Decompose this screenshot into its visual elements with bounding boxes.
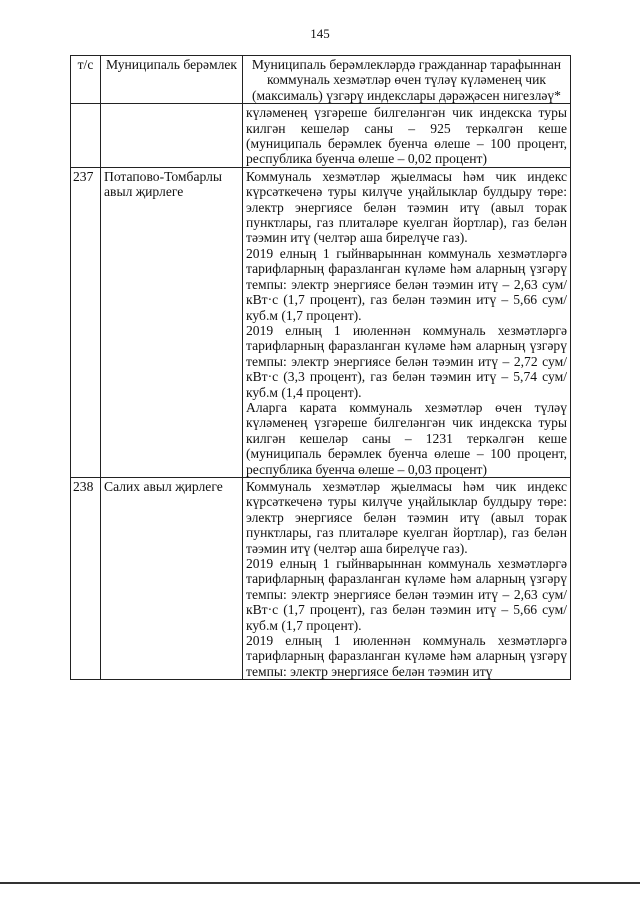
paragraph: күләменең үзгәреше билгеләнгән чик индекска туры килгән кешеләр саны – 925 теркәлгән кеше (муниципаль берәмлек буенча өлеше – 100 процент, республика буенча өлеше – 0,02 процент) [246, 105, 567, 167]
table-header-row [71, 56, 571, 104]
paragraph: 2019 елның 1 июленнән коммуналь хезмәтләргә тарифларның фаразланган күләме һәм аларның үзгәрү темпы: электр энергиясе белән тәэмин итү [246, 633, 567, 679]
table-row [71, 104, 571, 168]
row-number: 238 [71, 477, 101, 679]
row-description [243, 167, 571, 477]
header-municipality: Муниципаль берәмлек [101, 56, 243, 104]
page-number: 145 [310, 26, 330, 41]
row-number: 237 [71, 167, 101, 477]
table-row [71, 477, 571, 679]
row-number [71, 104, 101, 168]
row-description [243, 477, 571, 679]
paragraph: 2019 елның 1 гыйнварыннан коммуналь хезмәтләргә тарифларның фаразланган күләме һәм аларның үзгәрү темпы: электр энергиясе белән тәэмин итү – 2,63 сум/кВт·с (1,7 процент), газ белән тәэмин итү – 5,66 сум/куб.м (1,7 процент). [246, 556, 567, 633]
row-municipality: Салих авыл җирлеге [101, 477, 243, 679]
row-description [243, 104, 571, 168]
paragraph: Аларга карата коммуналь хезмәтләр өчен түләү күләменең үзгәреше билгеләнгән чик индекска туры килгән кешеләр саны – 1231 теркәлгән кеше (муниципаль берәмлек буенча өлеше – 100 процент, республика буенча өлеше – 0,03 процент) [246, 399, 567, 477]
row-municipality: Потапово-Томбарлы авыл җирлеге [101, 167, 243, 477]
paragraph: Коммуналь хезмәтләр җыелмасы һәм чик индекс күрсәткеченә туры килүче уңайлыклар булдыру төре: электр энергиясе белән тәэмин итү (авыл торак пунктлары, газ плиталәре куелган йортлар), газ белән тәэмин итү (челтәр аша бирелүче газ). [246, 168, 567, 246]
header-number: т/с [71, 56, 101, 104]
table-row [71, 167, 571, 477]
paragraph: 2019 елның 1 гыйнварыннан коммуналь хезмәтләргә тарифларның фаразланган күләме һәм аларның үзгәрү темпы: электр энергиясе белән тәэмин итү – 2,63 сум/кВт·с (1,7 процент), газ белән тәэмин итү – 5,66 сум/куб.м (1,7 процент). [246, 245, 567, 323]
header-justification: Муниципаль берәмлекләрдә гражданнар тарафыннан коммуналь хезмәтләр өчен түләү күләменең чик (максималь) үзгәрү индекслары дәрәҗәсен нигезләү* [243, 56, 571, 104]
paragraph: 2019 елның 1 июленнән коммуналь хезмәтләргә тарифларның фаразланган күләме һәм аларның үзгәрү темпы: электр энергиясе белән тәэмин итү – 2,72 сум/кВт·с (3,3 процент), газ белән тәэмин итү – 5,74 сум/куб.м (1,4 процент). [246, 322, 567, 400]
tariff-table [70, 55, 571, 680]
paragraph: Коммуналь хезмәтләр җыелмасы һәм чик индекс күрсәткеченә туры килүче уңайлыклар булдыру төре: электр энергиясе белән тәэмин итү (авыл торак пунктлары, газ плиталәре куелган йортлар), газ белән тәэмин итү (челтәр аша бирелүче газ). [246, 478, 567, 556]
page-bottom-line [0, 882, 640, 884]
row-municipality [101, 104, 243, 168]
